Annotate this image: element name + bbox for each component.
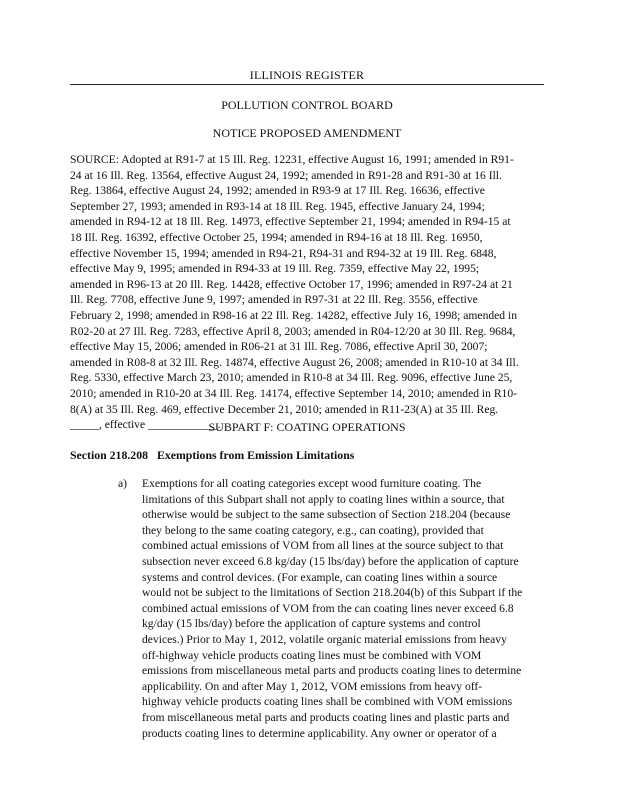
board-name: POLLUTION CONTROL BOARD: [221, 98, 393, 112]
item-line: they belong to the same coating category, e.g., can coating), provided that: [142, 523, 484, 537]
item-line: highway vehicle products coating lines shall be combined with VOM emissions: [142, 695, 513, 709]
item-line: from miscellaneous metal parts and products coating lines and plastic parts and: [142, 710, 510, 724]
item-line: systems and control devices. (For example, can coating lines within a source: [142, 570, 498, 584]
source-line: February 2, 1998; amended in R98-16 at 22 Ill. Reg. 14282, effective July 16, 1998; amended in: [70, 308, 518, 322]
item-line: limitations of this Subpart shall not apply to coating lines within a source, that: [142, 492, 505, 506]
source-note: [70, 152, 546, 433]
source-line: effective May 9, 1995; amended in R94-33 at 19 Ill. Reg. 7359, effective May 22, 1995;: [70, 262, 480, 276]
source-line: _____, effective ____________.: [70, 418, 221, 432]
source-line: effective November 15, 1994; amended in R94-21, R94-31 and R94-32 at 19 Ill. Reg. 6848,: [70, 246, 497, 260]
item-line: off-highway vehicle products coating lines must be combined with VOM: [142, 648, 482, 662]
source-line: 8(A) at 35 Ill. Reg. 469, effective December 21, 2010; amended in R11-23(A) at 35 Ill. Reg.: [70, 402, 499, 416]
section-heading: [70, 448, 354, 464]
subpart-heading: SUBPART F: COATING OPERATIONS: [208, 420, 406, 434]
source-line: September 27, 1993; amended in R93-14 at 18 Ill. Reg. 1945, effective January 24, 1994;: [70, 199, 485, 213]
notice-title: NOTICE PROPOSED AMENDMENT: [212, 126, 402, 140]
source-line: SOURCE: Adopted at R91-7 at 15 Ill. Reg. 12231, effective August 16, 1991; amended in R91-: [70, 153, 514, 166]
source-line: Reg. 5330, effective March 23, 2010; amended in R10-8 at 34 Ill. Reg. 9096, effective June 25,: [70, 371, 513, 385]
item-line: Exemptions for all coating categories except wood furniture coating. The: [142, 477, 482, 490]
item-body: [142, 476, 546, 741]
item-line: combined actual emissions of VOM from the can coating lines never exceed 6.8: [142, 601, 514, 615]
item-line: otherwise would be subject to the same subsection of Section 218.204 (because: [142, 508, 511, 522]
item-line: devices.) Prior to May 1, 2012, volatile organic material emissions from heavy: [142, 632, 507, 646]
item-marker: a): [118, 477, 128, 490]
item-line: combined actual emissions of VOM from all lines at the source subject to that: [142, 539, 504, 553]
source-line: amended in R94-12 at 18 Ill. Reg. 14973, effective September 21, 1994; amended in R94-15 at: [70, 215, 511, 229]
item-line: would not be subject to the limitations of Section 218.204(b) of this Subpart if the: [142, 586, 523, 600]
section-title: Exemptions from Emission Limitations: [156, 448, 355, 462]
item-line: emissions from miscellaneous metal parts and products coating lines to determine: [142, 664, 522, 678]
item-line: products coating lines to determine applicability. Any owner or operator of a: [142, 726, 497, 740]
source-line: 2010; amended in R10-20 at 34 Ill. Reg. 14174, effective September 14, 2010; amended in R10-: [70, 386, 518, 400]
section-number: Section 218.208: [70, 448, 148, 462]
item-line: subsection never exceed 6.8 kg/day (15 lbs/day) before the application of capture: [142, 554, 519, 568]
source-line: 24 at 16 Ill. Reg. 13564, effective August 24, 1992; amended in R91-28 and R91-30 at 16 Ill.: [70, 168, 502, 182]
source-line: 18 Ill. Reg. 16392, effective October 25, 1994; amended in R94-16 at 18 Ill. Reg. 16950,: [70, 230, 483, 244]
source-line: Reg. 13864, effective August 24, 1992; amended in R93-9 at 17 Ill. Reg. 16636, effective: [70, 184, 485, 198]
item-line: applicability. On and after May 1, 2012, VOM emissions from heavy off-: [142, 679, 483, 693]
source-line: R02-20 at 27 Ill. Reg. 7283, effective April 8, 2003; amended in R04-12/20 at 30 Ill. Reg. 9684,: [70, 324, 516, 338]
source-line: effective May 15, 2006; amended in R06-21 at 31 Ill. Reg. 7086, effective April 30, 2007;: [70, 340, 488, 354]
source-line: amended in R96-13 at 20 Ill. Reg. 14428, effective October 17, 1996; amended in R97-24 at 21: [70, 277, 513, 291]
source-line: amended in R08-8 at 32 Ill. Reg. 14874, effective August 26, 2008; amended in R10-10 at 34 Ill.: [70, 355, 519, 369]
header-divider: [70, 84, 544, 85]
item-line: kg/day (15 lbs/day) before the application of capture systems and control: [142, 617, 481, 631]
source-line: Ill. Reg. 7708, effective June 9, 1997; amended in R97-31 at 22 Ill. Reg. 3556, effective: [70, 293, 478, 307]
register-title: ILLINOIS REGISTER: [249, 68, 365, 82]
